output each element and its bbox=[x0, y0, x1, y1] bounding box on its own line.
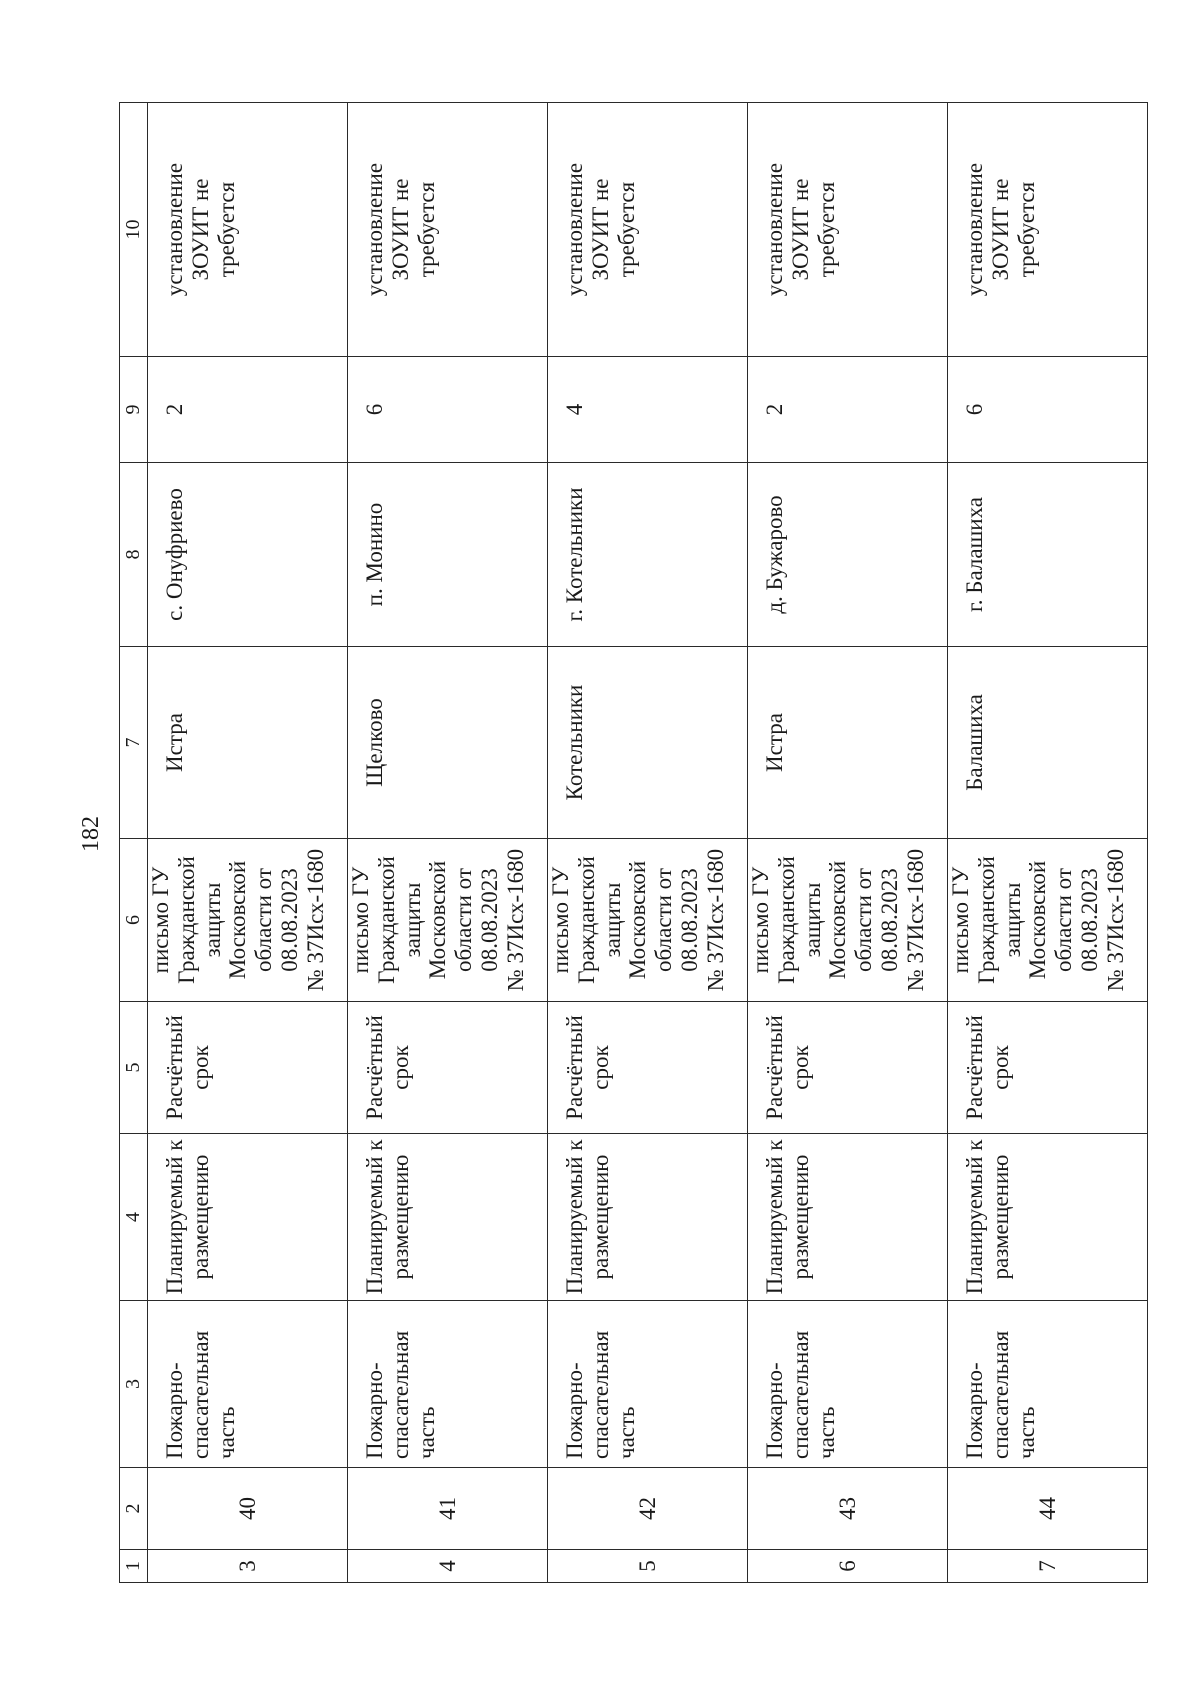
source-document-cell: письмо ГУ Гражданской защиты Московской области от 08.08.2023 № 37Исх-1680 bbox=[548, 839, 748, 1002]
municipality-cell: Щелково bbox=[348, 647, 548, 839]
object-number-cell: 41 bbox=[348, 1468, 548, 1550]
object-name-cell: Пожарно- спасательная часть bbox=[948, 1301, 1148, 1468]
row-index-cell: 7 bbox=[948, 1550, 1148, 1583]
column-number: 1 bbox=[120, 1550, 148, 1583]
zouit-cell: установление ЗОУИТ не требуется bbox=[148, 103, 348, 357]
settlement-cell: д. Бужарово bbox=[748, 463, 948, 647]
source-document-cell: письмо ГУ Гражданской защиты Московской области от 08.08.2023 № 37Исх-1680 bbox=[148, 839, 348, 1002]
term-cell: Расчётный срок bbox=[548, 1002, 748, 1134]
object-number-cell: 43 bbox=[748, 1468, 948, 1550]
term-cell: Расчётный срок bbox=[348, 1002, 548, 1134]
table-row bbox=[348, 103, 548, 1583]
row-index-cell: 5 bbox=[548, 1550, 748, 1583]
table-row bbox=[548, 103, 748, 1583]
object-number-cell: 44 bbox=[948, 1468, 1148, 1550]
column-number: 6 bbox=[120, 839, 148, 1002]
column-number: 2 bbox=[120, 1468, 148, 1550]
table-body bbox=[120, 103, 1148, 1583]
object-name-cell: Пожарно- спасательная часть bbox=[348, 1301, 548, 1468]
objects-table bbox=[119, 102, 1148, 1583]
object-number-cell: 42 bbox=[548, 1468, 748, 1550]
page-number: 182 bbox=[77, 816, 104, 852]
value-cell: 4 bbox=[548, 357, 748, 463]
status-cell: Планируемый к размещению bbox=[748, 1134, 948, 1301]
settlement-cell: г. Балашиха bbox=[948, 463, 1148, 647]
status-cell: Планируемый к размещению bbox=[948, 1134, 1148, 1301]
zouit-cell: установление ЗОУИТ не требуется bbox=[948, 103, 1148, 357]
term-cell: Расчётный срок bbox=[748, 1002, 948, 1134]
zouit-cell: установление ЗОУИТ не требуется bbox=[348, 103, 548, 357]
value-cell: 6 bbox=[348, 357, 548, 463]
row-index-cell: 4 bbox=[348, 1550, 548, 1583]
settlement-cell: г. Котельники bbox=[548, 463, 748, 647]
municipality-cell: Истра bbox=[148, 647, 348, 839]
table-row bbox=[148, 103, 348, 1583]
column-number: 9 bbox=[120, 357, 148, 463]
municipality-cell: Истра bbox=[748, 647, 948, 839]
table-row bbox=[748, 103, 948, 1583]
object-number-cell: 40 bbox=[148, 1468, 348, 1550]
term-cell: Расчётный срок bbox=[148, 1002, 348, 1134]
object-name-cell: Пожарно- спасательная часть bbox=[748, 1301, 948, 1468]
status-cell: Планируемый к размещению bbox=[548, 1134, 748, 1301]
object-name-cell: Пожарно- спасательная часть bbox=[548, 1301, 748, 1468]
column-number: 3 bbox=[120, 1301, 148, 1468]
column-number: 5 bbox=[120, 1002, 148, 1134]
value-cell: 2 bbox=[148, 357, 348, 463]
zouit-cell: установление ЗОУИТ не требуется bbox=[748, 103, 948, 357]
table-row bbox=[948, 103, 1148, 1583]
row-index-cell: 3 bbox=[148, 1550, 348, 1583]
settlement-cell: п. Монино bbox=[348, 463, 548, 647]
table-container bbox=[119, 103, 1128, 1583]
object-name-cell: Пожарно- спасательная часть bbox=[148, 1301, 348, 1468]
status-cell: Планируемый к размещению bbox=[148, 1134, 348, 1301]
status-cell: Планируемый к размещению bbox=[348, 1134, 548, 1301]
value-cell: 2 bbox=[748, 357, 948, 463]
settlement-cell: с. Онуфриево bbox=[148, 463, 348, 647]
column-number: 8 bbox=[120, 463, 148, 647]
row-index-cell: 6 bbox=[748, 1550, 948, 1583]
rotated-table-frame bbox=[119, 103, 1128, 1583]
term-cell: Расчётный срок bbox=[948, 1002, 1148, 1134]
municipality-cell: Котельники bbox=[548, 647, 748, 839]
municipality-cell: Балашиха bbox=[948, 647, 1148, 839]
column-number: 10 bbox=[120, 103, 148, 357]
value-cell: 6 bbox=[948, 357, 1148, 463]
source-document-cell: письмо ГУ Гражданской защиты Московской области от 08.08.2023 № 37Исх-1680 bbox=[348, 839, 548, 1002]
column-number-row bbox=[120, 103, 148, 1583]
column-number: 4 bbox=[120, 1134, 148, 1301]
source-document-cell: письмо ГУ Гражданской защиты Московской области от 08.08.2023 № 37Исх-1680 bbox=[948, 839, 1148, 1002]
source-document-cell: письмо ГУ Гражданской защиты Московской области от 08.08.2023 № 37Исх-1680 bbox=[748, 839, 948, 1002]
zouit-cell: установление ЗОУИТ не требуется bbox=[548, 103, 748, 357]
column-number: 7 bbox=[120, 647, 148, 839]
